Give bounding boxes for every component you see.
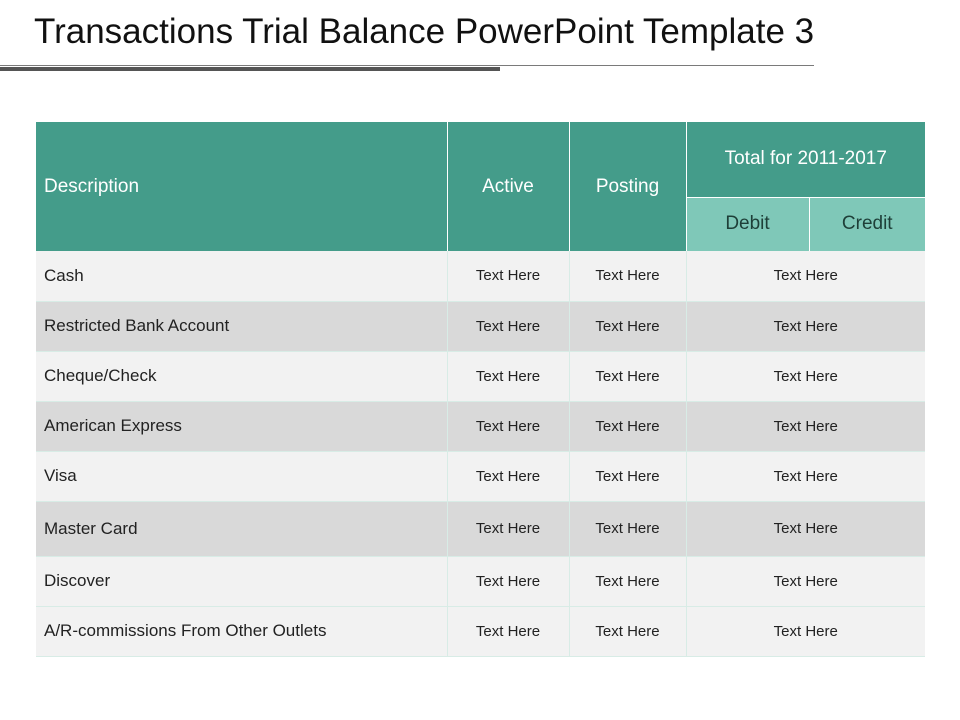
- row-posting: Text Here: [569, 451, 686, 501]
- row-active: Text Here: [447, 251, 569, 301]
- slide-title: Transactions Trial Balance PowerPoint Template 3: [34, 12, 815, 51]
- header-active: Active: [447, 122, 569, 251]
- table-row: [36, 501, 925, 556]
- row-posting: Text Here: [569, 251, 686, 301]
- row-description: Cheque/Check: [36, 351, 447, 401]
- header-description: Description: [36, 122, 447, 251]
- row-total: Text Here: [686, 251, 925, 301]
- table-row: [36, 556, 925, 606]
- trial-balance-table: [36, 122, 925, 657]
- row-description: Discover: [36, 556, 447, 606]
- row-active: Text Here: [447, 351, 569, 401]
- header-posting: Posting: [569, 122, 686, 251]
- row-posting: Text Here: [569, 501, 686, 556]
- row-description: American Express: [36, 401, 447, 451]
- row-description: A/R-commissions From Other Outlets: [36, 606, 447, 656]
- table-row: [36, 351, 925, 401]
- row-total: Text Here: [686, 556, 925, 606]
- row-active: Text Here: [447, 301, 569, 351]
- table-row: [36, 451, 925, 501]
- title-underline-thin: [0, 65, 814, 66]
- header-debit: Debit: [686, 197, 809, 251]
- row-description: Master Card: [36, 501, 447, 556]
- row-total: Text Here: [686, 301, 925, 351]
- row-description: Cash: [36, 251, 447, 301]
- table-row: [36, 301, 925, 351]
- row-total: Text Here: [686, 451, 925, 501]
- header-credit: Credit: [809, 197, 925, 251]
- title-underline-thick: [0, 67, 500, 71]
- row-total: Text Here: [686, 351, 925, 401]
- row-active: Text Here: [447, 451, 569, 501]
- row-posting: Text Here: [569, 351, 686, 401]
- row-posting: Text Here: [569, 606, 686, 656]
- row-posting: Text Here: [569, 401, 686, 451]
- row-active: Text Here: [447, 401, 569, 451]
- row-active: Text Here: [447, 556, 569, 606]
- row-active: Text Here: [447, 501, 569, 556]
- table-row: [36, 606, 925, 656]
- row-description: Restricted Bank Account: [36, 301, 447, 351]
- row-active: Text Here: [447, 606, 569, 656]
- row-posting: Text Here: [569, 556, 686, 606]
- row-total: Text Here: [686, 401, 925, 451]
- row-total: Text Here: [686, 501, 925, 556]
- table-row: [36, 401, 925, 451]
- table-row: [36, 251, 925, 301]
- header-total: Total for 2011-2017: [686, 122, 925, 197]
- row-total: Text Here: [686, 606, 925, 656]
- row-description: Visa: [36, 451, 447, 501]
- row-posting: Text Here: [569, 301, 686, 351]
